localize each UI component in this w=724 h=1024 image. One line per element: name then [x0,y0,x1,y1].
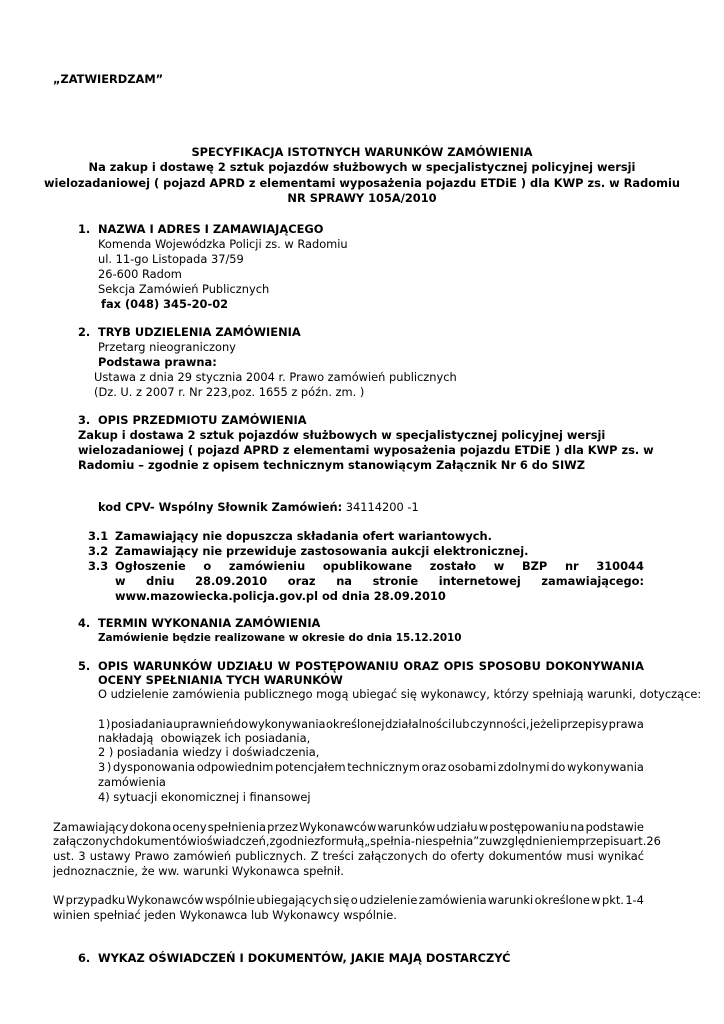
condition-3-cont: zamówienia [98,775,166,789]
approval-stamp: „ZATWIERDZAM” [53,72,164,86]
section-3-heading: OPIS PRZEDMIOTU ZAMÓWIENIA [98,413,307,427]
point-3-2: Zamawiający nie przewiduje zastosowania aukcji elektronicznej. [115,544,529,558]
legal-basis-law: Ustawa z dnia 29 stycznia 2004 r. Prawo zamówień publicznych [94,370,457,384]
condition-4: 4) sytuacji ekonomicznej i finansowej [98,790,311,804]
section-2-number: 2. [78,325,91,339]
section-1-heading: NAZWA I ADRES I ZAMAWIAJĄCEGO [98,222,324,236]
doc-subtitle-1: Na zakup i dostawę 2 sztuk pojazdów służbowych w specjalistycznej policyjnej wersji [88,160,636,174]
subject-description: wielozadaniowej ( pojazd APRD z elementami wyposażenia pojazdu ETDiE ) dla KWP zs. w [78,443,654,457]
section-1-number: 1. [78,222,91,236]
procedure-mode: Przetarg nieograniczony [98,340,236,354]
evaluation-paragraph: ust. 3 ustawy Prawo zamówień publicznych. Z treści załączonych do oferty dokumentów musi wynikać [53,849,644,863]
legal-basis-journal: (Dz. U. z 2007 r. Nr 223,poz. 1655 z późn. zm. ) [94,385,365,399]
section-5-heading-cont: OCENY SPEŁNIANIA TYCH WARUNKÓW [98,673,343,687]
joint-bid-paragraph: winien spełniać jeden Wykonawca lub Wykonawcy wspólnie. [53,908,397,922]
section-2-heading: TRYB UDZIELENIA ZAMÓWIENIA [98,325,301,339]
section-5-number: 5. [78,659,91,673]
cpv-value: 34114200 -1 [342,500,419,514]
fax-number: fax (048) 345-20-02 [101,297,229,311]
completion-date: Zamówienie będzie realizowane w okresie do dnia 15.12.2010 [98,632,462,644]
legal-basis-label: Podstawa prawna: [98,355,217,369]
cpv-label: kod CPV- Wspólny Słownik Zamówień: [98,500,343,514]
point-number: 3.1 [88,529,109,543]
doc-title: SPECYFIKACJA ISTOTNYCH WARUNKÓW ZAMÓWIENIA [191,145,533,159]
subject-description: Radomiu – zgodnie z opisem technicznym stanowiącym Załącznik Nr 6 do SIWZ [78,458,586,472]
section-5-heading: OPIS WARUNKÓW UDZIAŁU W POSTĘPOWANIU ORAZ OPIS SPOSOBU DOKONYWANIA [98,659,644,673]
condition-1-cont: nakładają obowiązek ich posiadania, [98,731,311,745]
subject-description: Zakup i dostawa 2 sztuk pojazdów służbowych w specjalistycznej policyjnej wersji [78,428,606,442]
address-line: ul. 11-go Listopada 37/59 [98,252,244,266]
evaluation-paragraph: Zamawiający dokona oceny spełnienia przez Wykonawców warunków udziału w postępowaniu na podstawie [53,820,644,834]
condition-1: 1 ) posiadania uprawnień do wykonywania określonej działalności lub czynności, jeżeli przepisy prawa [98,717,644,731]
evaluation-paragraph: jednoznacznie, że ww. warunki Wykonawca spełnił. [53,864,344,878]
condition-3: 3 ) dysponowania odpowiednim potencjałem technicznym oraz osobami zdolnymi do wykonywania [98,760,644,774]
point-number: 3.3 [88,559,109,573]
address-line: 26-600 Radom [98,267,182,281]
section-4-heading: TERMIN WYKONANIA ZAMÓWIENIA [98,616,321,630]
section-6-number: 6. [78,951,91,965]
case-number: NR SPRAWY 105A/2010 [287,191,437,205]
section-3-number: 3. [78,413,91,427]
evaluation-paragraph: załączonych dokumentów i oświadczeń, zgodnie z formułą „spełnia-nie spełnia” z uwzględnieniem przepisu art. 26 [53,834,661,848]
section-4-number: 4. [78,616,91,630]
joint-bid-paragraph: W przypadku Wykonawców wspólnie ubiegających się o udzielenie zamówienia warunki określone w pkt. 1-4 [53,893,644,907]
point-3-3-line-1: Ogłoszenie o zamówieniu opublikowane zostało w BZP nr 310044 [115,559,644,573]
section-6-heading: WYKAZ OŚWIADCZEŃ I DOKUMENTÓW, JAKIE MAJĄ DOSTARCZYĆ [98,951,511,965]
address-line: Komenda Wojewódzka Policji zs. w Radomiu [98,237,348,251]
point-3-1: Zamawiający nie dopuszcza składania ofert wariantowych. [115,529,492,543]
address-line: Sekcja Zamówień Publicznych [98,282,270,296]
point-3-3-website: www.mazowiecka.policja.gov.pl od dnia 28.09.2010 [115,589,446,603]
point-3-3-line-2: w dniu 28.09.2010 oraz na stronie internetowej zamawiającego: [115,574,644,588]
doc-subtitle-2: wielozadaniowej ( pojazd APRD z elementami wyposażenia pojazdu ETDiE ) dla KWP zs. w Radomiu [44,176,680,190]
conditions-intro: O udzielenie zamówienia publicznego mogą ubiegać się wykonawcy, którzy spełniają warunki, dotyczące: [98,687,702,701]
condition-2: 2 ) posiadania wiedzy i doświadczenia, [98,745,320,759]
cpv-code-line [98,500,419,514]
point-number: 3.2 [88,544,109,558]
